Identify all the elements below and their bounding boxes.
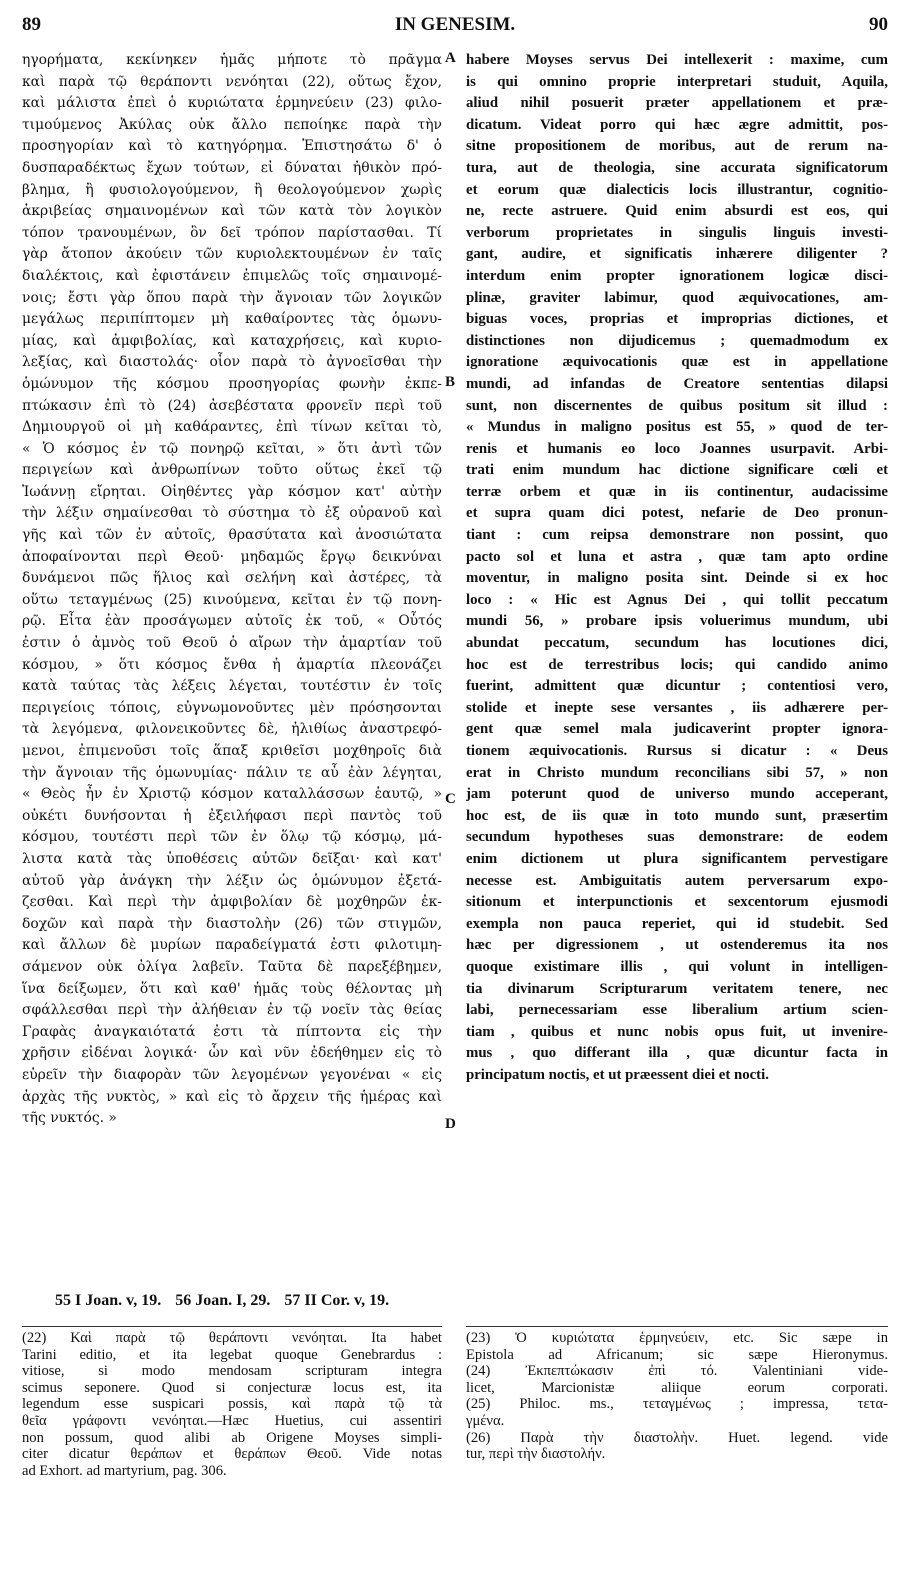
reference-55: 55 I Joan. v, 19. (55, 1292, 162, 1309)
reference-56: 56 Joan. I, 29. (175, 1292, 271, 1309)
latin-text-line: biguas voces, proprias et improprias dictiones, et (466, 311, 888, 328)
latin-text-column (466, 50, 888, 1087)
greek-text-line: περιγείων καὶ ἀνθρωπίνων τοῦτο οὕτως ἐκεῖ τῷ (22, 462, 442, 479)
greek-text-line: ρῷ. Εἶτα ἐὰν προσάγωμεν αὐτοῖς ἐκ τοῦ, « Οὗτός (22, 613, 442, 630)
footnote-line: vitiose, si modo mendosam scripturam integra (22, 1363, 442, 1380)
greek-text-line: πτώκασιν ἐπὶ τὸ (24) ἀσεβέστατα φρονεῖν περὶ τοῦ (22, 397, 442, 414)
running-title: IN GENESIM. (394, 14, 516, 35)
footnotes-left (22, 1330, 442, 1479)
latin-text-line: erat in Christo mundum reconcilians sibi 57, » non (466, 764, 888, 781)
footnote-line: Epistola ad Africanum; sic sæpe Hieronymus. (466, 1346, 888, 1363)
latin-text-line: et eorum quæ dialecticis locis illustrantur, cognitio- (466, 181, 888, 198)
footnote-line: (24) Ἐκπεπτώκασιν ἐπὶ τό. Valentiniani vide- (466, 1363, 888, 1380)
margin-marker-d: D (445, 1116, 456, 1132)
greek-text-line: προσηγορίαν καὶ τὸ κατηγόρημα. Ἐπιστησάτω δ' ὁ (22, 138, 442, 155)
latin-text-line: enim dictionem ut plura significantem pervestigare (466, 850, 888, 867)
page-number-left: 89 (22, 14, 41, 35)
greek-text-line: ὁμώνυμον τῆς κόσμου προσηγορίας φωνὴν ἐκπε- (22, 375, 442, 392)
page-number-right: 90 (869, 14, 888, 35)
greek-text-line: μεγάλως περιπίπτομεν μὴ καθαίροντες τὰς ὁμωνυ- (22, 311, 442, 328)
greek-text-line: δυνάμενοι πῶς ἥλιος καὶ σελήνη καὶ ἀστέρες, τὰ (22, 570, 442, 587)
greek-text-line: λεξίας, καὶ διαστολάς· οἷον παρὰ τὸ ἀγνοεῖσθαι τὴν (22, 354, 442, 371)
footnote-line: γμένα. (466, 1412, 505, 1429)
margin-marker-c: C (445, 791, 456, 807)
latin-text-line: pacto sol et luna et astra , quæ tam apto ordine (466, 548, 888, 565)
greek-text-line: λιστα κατὰ τὰς ὑποθέσεις αὐτῶν δεῖξαι· καὶ κατ' (22, 850, 442, 867)
greek-text-line: κόσμου, τουτέστι περὶ τῶν ἐν ὅλῳ τῷ κόσμῳ, μά- (22, 829, 442, 846)
greek-text-line: μίας, καὶ ἀμφιβολίας, καὶ καταχρήσεις, καὶ κυριο- (22, 332, 442, 349)
latin-text-line: secundum hypotheses suas demonstrare: de eodem (466, 829, 888, 846)
latin-text-line: hoc est, de iis quæ in toto mundo sunt, præsertim (466, 807, 888, 824)
greek-text-line: νοις; ἔστι γὰρ ὅπου παρὰ τὴν ἄγνοιαν τῶν λογικῶν (22, 289, 442, 306)
latin-text-line: « Mundus in maligno positus est 55, » quod de ter- (466, 419, 888, 436)
footnotes-right (466, 1330, 888, 1463)
latin-text-line: moventur, in maligno posita sint. Deinde si ex hoc (466, 570, 888, 587)
greek-text-line: ζεσθαι. Καὶ περὶ τὴν ἀμφιβολίαν δὲ μοχθηρῶν ἐκ- (22, 894, 442, 911)
latin-text-line: hoc est de terrestribus locis; qui candido animo (466, 656, 888, 673)
greek-text-line: ἀποφαίνονται περὶ Θεοῦ· μηδαμῶς ἔργῳ δεικνύναι (22, 548, 442, 565)
latin-text-line: is qui omnino proprie interpretari studuit, Aquila, (466, 73, 888, 90)
latin-text-line: gent quæ semel mala judicaverint propter ignora- (466, 721, 888, 738)
greek-text-line: Δημιουργοῦ οἱ μὴ καθάραντες, ἐπὶ τίνων κεῖται τὸ, (22, 419, 442, 436)
greek-text-line: κατὰ ταύτας τὰς λέξεις λέγεται, τουτέστιν ἐν τοῖς (22, 678, 442, 695)
latin-text-line: renis et humanis eo loco Joannes usurpavit. Arbi- (466, 440, 888, 457)
latin-text-line: verborum proprietates in singulis linguis investi- (466, 224, 888, 241)
footnote-line: (26) Παρὰ τὴν διαστολὴν. Huet. legend. vide (466, 1429, 888, 1446)
greek-text-line: καὶ ἄλλων δὲ μυρίων παραδείγματά ἐστι φιλοτιμη- (22, 937, 442, 954)
greek-text-line: βλημα, ἢ φυσιολογούμενον, ἢ θεολογούμενον χωρὶς (22, 181, 442, 198)
greek-text-line: γὰρ ἄτοπον ἀκούειν τῶν κυριολεκτουμένων ἐν ταῖς (22, 246, 442, 263)
latin-text-line: loco : « Hic est Agnus Dei , qui tollit peccatum (466, 591, 888, 608)
reference-57: 57 II Cor. v, 19. (284, 1292, 390, 1309)
greek-text-line: κόσμου, » ὅτι κόσμος ἔνθα ἡ ἁμαρτία πλεονάζει (22, 656, 442, 673)
greek-text-line: χρῆσιν εἰδέναι λογικά· ὧν καὶ νῦν ἐδεήθημεν εἰς τὸ (22, 1045, 442, 1062)
latin-text-line: tiam , quibus et nunc nobis opus fuit, ut invenire- (466, 1023, 888, 1040)
latin-text-line: trati enim mundum hac dictione significare cœli et (466, 462, 888, 479)
greek-text-line: αὐτοῦ γὰρ ἀνάγκη τὴν λέξιν ὡς ὁμώνυμον ἐξετά- (22, 872, 442, 889)
latin-text-line: aliud nihil posuerit præter appellationem et præ- (466, 95, 888, 112)
greek-text-line: ἀρχὰς τῆς νυκτὸς, » καὶ εἰς τὸ ἄρχειν τῆς ἡμέρας καὶ (22, 1088, 442, 1105)
latin-text-line: tia divinarum Scripturarum veritatem tenere, nec (466, 980, 888, 997)
latin-text-line: terræ orbem et quæ in iis continentur, audacissime (466, 483, 888, 500)
scripture-references (55, 1292, 399, 1310)
latin-text-line: necesse est. Ambiguitatis autem perversarum expo- (466, 872, 888, 889)
notes-divider-right (466, 1326, 888, 1327)
latin-text-line: mundi 56, » probare ipsis voluerimus mundum, ubi (466, 613, 888, 630)
footnote-line: non possum, quod alibi ab Origene Moyses simpli- (22, 1429, 442, 1446)
notes-divider-left (22, 1326, 442, 1327)
latin-text-line: quoque existimare illis , qui volunt in intelligen- (466, 958, 888, 975)
footnote-line: (22) Καὶ παρὰ τῷ θεράποντι νενόηται. Ita habet (22, 1330, 442, 1346)
footnote-line: (25) Philoc. ms., τεταγμένως ; impressa, τετα- (466, 1396, 888, 1413)
greek-text-line: ἀκριβείας σημαινομένων καὶ τῶν κατὰ τὸν λογικὸν (22, 203, 442, 220)
latin-text-line: abundat peccatum, secundum has locutiones dici, (466, 635, 888, 652)
latin-text-line: gant, audire, et significatis inhærere diligenter ? (466, 246, 888, 263)
greek-text-line: τὰ λεγόμενα, φιλονεικοῦντες δὲ, ἠλιθίως ἀναστρεφό- (22, 721, 442, 738)
greek-text-line: τόπον τρανουμένων, ὃν δεῖ τρόπον παρίστασθαι. Τί (22, 224, 442, 241)
footnote-line: licet, Marcionistæ aliique eorum corporati. (466, 1379, 888, 1396)
greek-text-line: Ἰωάννῃ εἴρηται. Οἰηθέντες γὰρ κόσμον κατ' αὐτὴν (22, 483, 442, 500)
greek-text-line: περιγείοις τόποις, εὐγνωμονοῦντες μὲν πρόσησονται (22, 699, 442, 716)
footnote-line: citer dicatur θεράπων et θεράπων Θεοῦ. Vide notas (22, 1446, 442, 1463)
greek-text-line: τῆς νυκτός. » (22, 1110, 117, 1127)
greek-text-line: ἵνα δείξωμεν, ὅτι καὶ καθ' ἡμᾶς τοὺς θέλοντας μὴ (22, 980, 442, 997)
footnote-line: (23) Ὁ κυριώτατα ἑρμηνεύειν, etc. Sic sæpe in (466, 1330, 888, 1346)
footnote-line: scimus seponere. Quod si conjecturæ locus est, ita (22, 1379, 442, 1396)
latin-text-line: et supra quam dici potest, nefarie de Deo pronun- (466, 505, 888, 522)
latin-text-line: fuerint, admittent quæ dicuntur ; contentiosi vero, (466, 678, 888, 695)
latin-text-line: hæc per digressionem , ut ostenderemus ita nos (466, 937, 888, 954)
greek-text-line: τὴν ἄγνοιαν τῆς ὁμωνυμίας· πάλιν τε αὖ ἐὰν λέγηται, (22, 764, 442, 781)
greek-text-line: τιμούμενος Ἀκύλας οὐκ ἄλλο πεποίηκε παρὰ τὴν (22, 116, 442, 133)
greek-text-line: μενοι, ἐπιμενοῦσι τοῖς ἅπαξ κριθεῖσι μοχθηροῖς διὰ (22, 743, 442, 759)
greek-text-line: ηγορήματα, κεκίνηκεν ἡμᾶς μήποτε τὸ πρᾶγμα (22, 52, 442, 68)
greek-text-line: « Ὁ κόσμος ἐν τῷ πονηρῷ κεῖται, » ὅτι ἀντὶ τῶν (22, 440, 442, 457)
latin-text-line: labi, pernecessariam esse liberalium artium scien- (466, 1002, 888, 1019)
latin-text-line: tionem æquivocationis. Rursus si dicatur : « Deus (466, 743, 888, 759)
greek-text-line: οὐκέτι δυνήσονται ἡ ἐξειλήφασι περὶ παντὸς τοῦ (22, 807, 442, 824)
latin-text-line: distinctiones non dijudicemus ; quemadmodum ex (466, 332, 888, 349)
greek-text-line: γῆς καὶ τῶν ἐν αὐτοῖς, θρασύτατα καὶ ἀνοσιώτατα (22, 527, 442, 544)
footnote-line: Tarini editio, et ita legebat quoque Genebrardus : (22, 1346, 442, 1363)
footnote-line: tur, περὶ τὴν διαστολήν. (466, 1446, 606, 1463)
latin-text-line: exempla non pauca reperiet, qui id studebit. Sed (466, 915, 888, 932)
greek-text-column (22, 50, 442, 1130)
greek-text-line: ἐστιν ὁ ἀμνὸς τοῦ Θεοῦ ὁ αἴρων τὴν ἁμαρτίαν τοῦ (22, 635, 442, 652)
greek-text-line: εὑρεῖν τὴν διαφορὰν τῶν λεγομένων γεγονέναι « εἰς (22, 1066, 442, 1083)
greek-text-line: δυσπαραδέκτως ἔχων τούτων, εἰ δύναται ἠθικὸν πρό- (22, 159, 442, 176)
latin-text-line: principatum noctis, et ut præessent diei et nocti. (466, 1066, 769, 1083)
greek-text-line: καὶ μάλιστα ἐπεὶ ὁ κυριώτατα ἑρμηνεύειν (23) φιλο- (22, 95, 442, 112)
greek-text-line: δοχῶν καὶ παρὰ τὴν διαστολὴν (26) τῶν στιγμῶν, (22, 915, 442, 932)
footnote-line: θεῖα γράφοντι νενόηται.—Hæc Huetius, cui assentiri (22, 1412, 442, 1429)
latin-text-line: sitne propositionem de moribus, aut de rerum na- (466, 138, 888, 155)
margin-marker-b: B (445, 374, 456, 390)
greek-text-line: διαλέκτοις, καὶ ἐφιστάνειν ἐπιμελῶς τοῖς σημαινομέ- (22, 267, 442, 284)
greek-text-line: σφάλλεσθαι περὶ τὴν ἀλήθειαν ἐν τῷ νοεῖν τὰς θείας (22, 1002, 442, 1019)
greek-text-line: τὴν λέξιν σημαίνεσθαι τὸ σύστημα τὸ ἐξ οὐρανοῦ καὶ (22, 505, 442, 522)
latin-text-line: mundi, ad infandas de Creatore sententias dilapsi (466, 375, 888, 392)
margin-marker-a: A (445, 50, 456, 66)
latin-text-line: sunt, non discernentes de quibus positum sit illud : (466, 397, 888, 414)
latin-text-line: ne, recte astruere. Quid enim absurdi est eos, qui (466, 203, 888, 220)
latin-text-line: mus , quo differant illa , quæ dicuntur facta in (466, 1045, 888, 1062)
latin-text-line: dicatum. Videat porro qui hæc ægre admittit, pos- (466, 116, 888, 133)
latin-text-line: tura, aut de theologia, sine accurata significatorum (466, 159, 888, 176)
latin-text-line: habere Moyses servus Dei intellexerit : maxime, cum (466, 52, 888, 68)
latin-text-line: interdum enim propter ignorationem logicæ disci- (466, 267, 888, 284)
greek-text-line: οὕτω τεταγμένως (25) κινούμενα, κεῖται ἐν τῷ πονη- (22, 591, 442, 608)
latin-text-line: tiant : cum reipsa demonstrare non possint, quo (466, 527, 888, 544)
latin-text-line: sitionum et interpunctionis et sexcentorum ejusmodi (466, 894, 888, 911)
greek-text-line: « Θεὸς ἦν ἐν Χριστῷ κόσμον καταλλάσσων ἑαυτῷ, » (22, 786, 442, 803)
greek-text-line: καὶ παρὰ τῷ θεράποντι νενόηται (22), οὕτως ἔχον, (22, 73, 442, 90)
page-header (22, 14, 888, 38)
latin-text-line: jam poterunt quod de universo mundo acceperant, (466, 786, 888, 803)
greek-text-line: σάμενον οὐκ ὀλίγα λαβεῖν. Ταῦτα δὲ παρεξέβημεν, (22, 958, 442, 975)
latin-text-line: stolide et inepte sese versantes , iis adhærere per- (466, 699, 888, 716)
footnote-line: legendum esse suspicari possis, καὶ παρὰ τῷ τὰ (22, 1396, 442, 1413)
latin-text-line: plinæ, graviter labimur, quod æquivocationes, am- (466, 289, 888, 306)
latin-text-line: ignoratione æquivocationis quæ est in appellatione (466, 354, 888, 371)
greek-text-line: Γραφὰς ἀναγκαιότατά ἐστι τὰ πίπτοντα εἰς τὴν (22, 1023, 442, 1040)
footnote-line: ad Exhort. ad martyrium, pag. 306. (22, 1462, 227, 1479)
